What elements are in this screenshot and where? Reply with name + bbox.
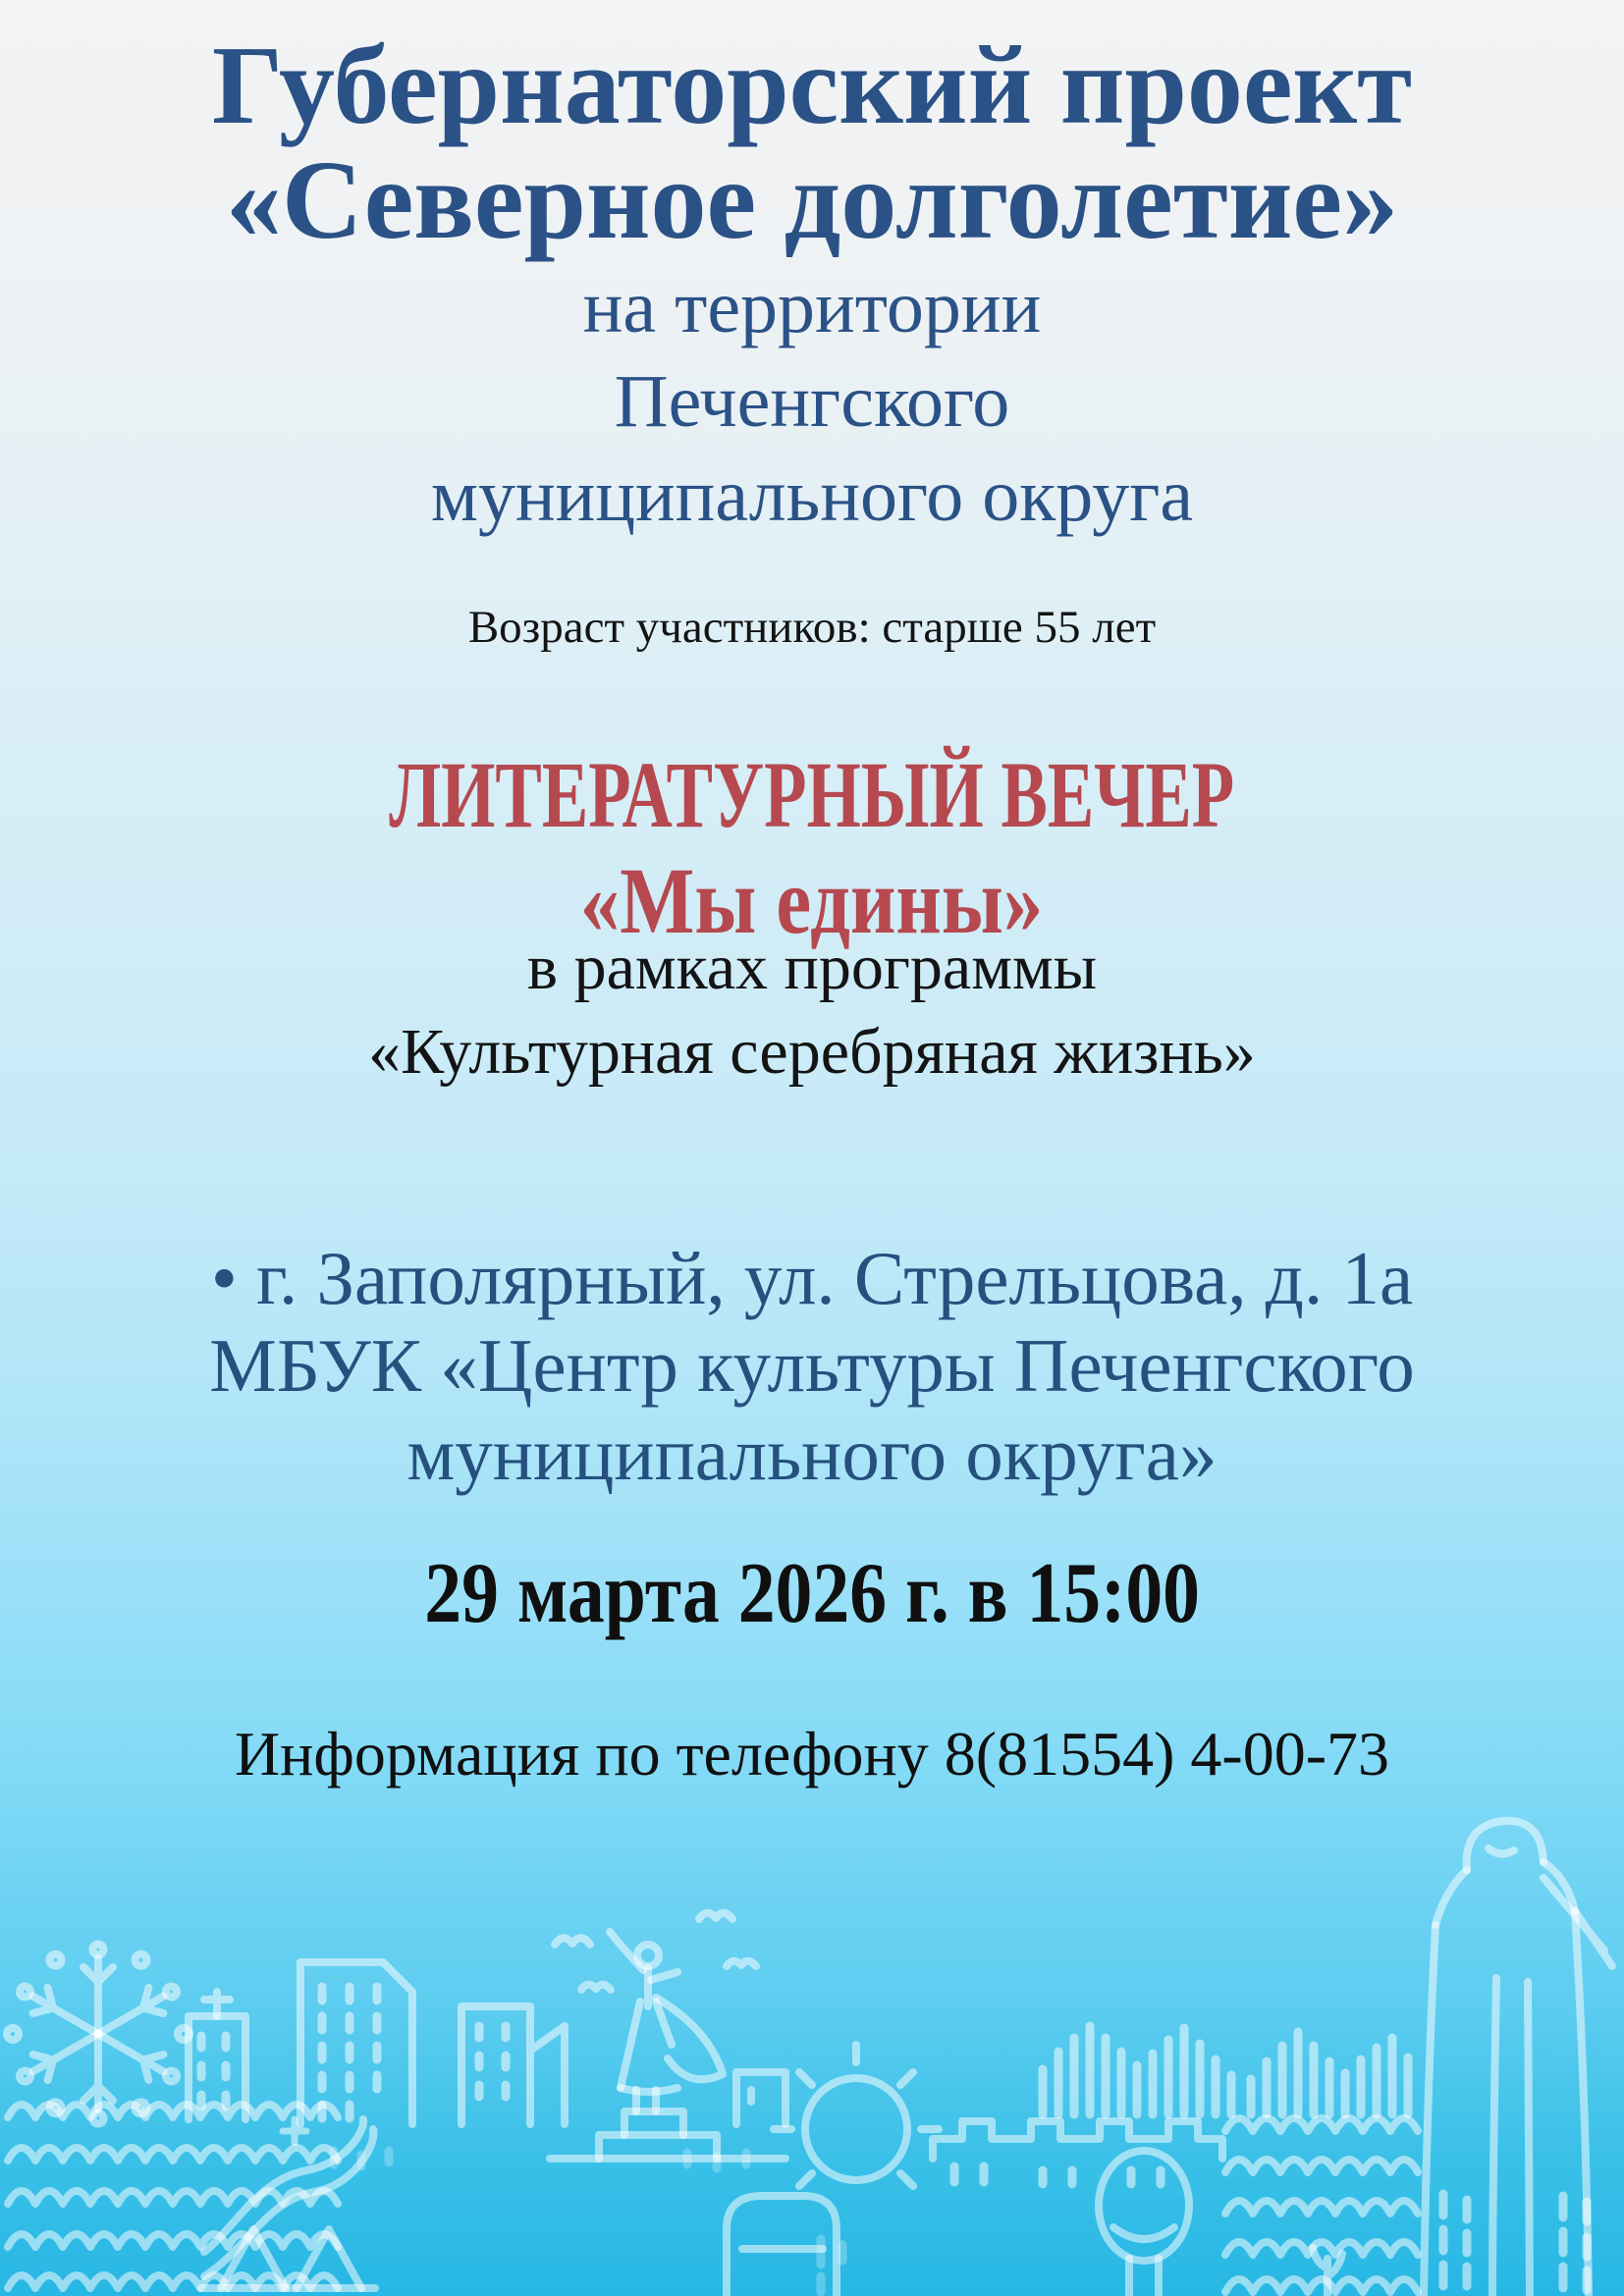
event-name-text: «Мы едины» [580,848,1044,953]
age-note: Возраст участников: старше 55 лет [467,602,1157,653]
title-line-1: Губернаторский проект [211,23,1413,147]
venue-line-3: муниципального округа» [406,1411,1218,1496]
phone-info: Информация по телефону 8(81554) 4-00-73 [234,1719,1390,1789]
program-note [0,926,1624,1095]
program-line-1: в рамках программы [526,932,1098,1003]
program-line-2: «Культурная серебряная жизнь» [368,1015,1256,1088]
event-datetime-text: 29 марта 2026 г. в 15:00 [424,1546,1200,1641]
event-type-text: ЛИТЕРАТУРНЫЙ ВЕЧЕР [389,742,1235,847]
reflections [334,2151,842,2292]
snowflake-icon [7,1945,189,2124]
event-type-heading [0,744,1624,846]
balloon-icon [1099,2151,1189,2296]
title-line-2: «Северное долголетие» [225,137,1399,263]
territory-subtitle [0,261,1624,543]
venue-address [0,1235,1624,1498]
winter-cityscape-art [0,1805,1624,2296]
territory-line-3: муниципального округа [430,454,1194,537]
territory-line-2: Печенгского [614,359,1010,443]
venue-line-2: МБУК «Центр культуры Печенгского [209,1323,1415,1409]
venue-line-1: • г. Заполярный, ул. Стрельцова, д. 1а [210,1236,1414,1320]
aurora-bars-icon [1043,2026,1408,2114]
territory-line-1: на территории [582,266,1042,348]
waving-statue-icon [550,1932,785,2159]
poster-title [0,23,1624,263]
city-buildings-icon [189,1962,785,2124]
event-datetime [0,1547,1624,1642]
sun-icon [774,2045,939,2186]
